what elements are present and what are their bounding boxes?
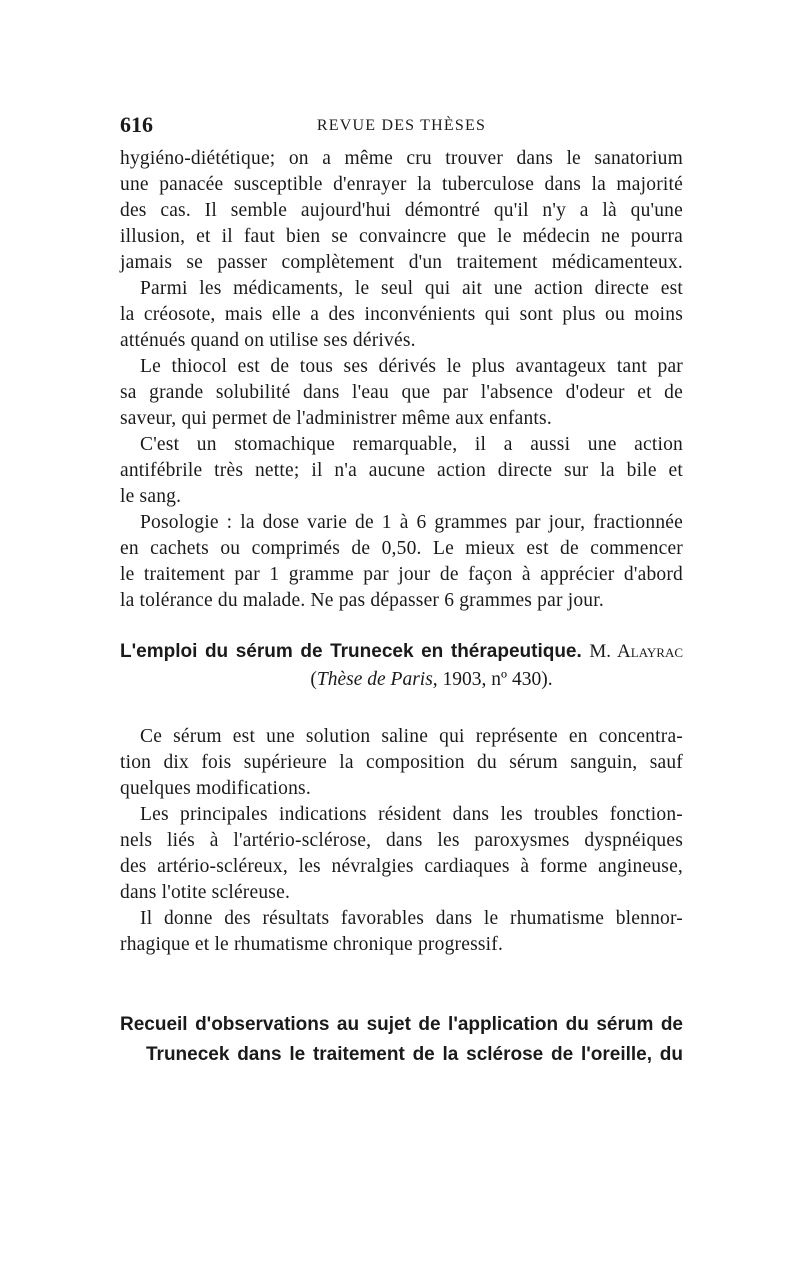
- text-line: rhagique et le rhumatisme chronique progressif.: [120, 934, 504, 955]
- paragraph: [120, 276, 683, 354]
- running-title: REVUE DES THÈSES: [316, 117, 487, 134]
- section-heading-2: [120, 1010, 683, 1070]
- text-line: Posologie : la dose varie de 1 à 6 grammes par jour, fractionnée: [140, 512, 683, 533]
- page-number: 616: [120, 112, 153, 137]
- running-head: [120, 112, 683, 142]
- spacer: [120, 694, 683, 720]
- text-line: jamais se passer complètement d'un traitement médicamenteux.: [120, 252, 683, 273]
- text-line: Le thiocol est de tous ses dérivés le plus avantageux tant par: [140, 356, 683, 377]
- body-text-top: [120, 146, 683, 614]
- paragraph: [120, 510, 683, 614]
- text-line: quelques modifications.: [120, 778, 311, 799]
- text-line: illusion, et il faut bien se convaincre que le médecin ne pourra: [120, 226, 683, 247]
- text-line: saveur, qui permet de l'administrer même aux enfants.: [120, 408, 552, 429]
- text-line: Il donne des résultats favorables dans le rhumatisme blennor-: [140, 908, 683, 929]
- text-line: hygiéno-diététique; on a même cru trouver dans le sanatorium: [120, 148, 683, 169]
- text-line: la tolérance du malade. Ne pas dépasser 6 grammes par jour.: [120, 590, 604, 611]
- paragraph: [120, 354, 683, 432]
- text-line: sa grande solubilité dans l'eau que par l'absence d'odeur et de: [120, 382, 683, 403]
- paragraph: [120, 802, 683, 906]
- text-line: antifébrile très nette; il n'a aucune action directe sur la bile et: [120, 460, 683, 481]
- citation-source: Thèse de Paris,: [316, 669, 438, 690]
- section-author: M. Alayrac: [589, 641, 684, 662]
- paragraph: [120, 432, 683, 510]
- section-title-text: L'emploi du sérum de Trunecek en thérapeutique.: [120, 641, 582, 662]
- paragraph: [120, 724, 683, 802]
- paragraph: [120, 906, 683, 958]
- text-line: le sang.: [120, 486, 182, 507]
- text-line: des cas. Il semble aujourd'hui démontré qu'il n'y a là qu'une: [120, 200, 683, 221]
- text-line: nels liés à l'artério-sclérose, dans les paroxysmes dyspnéiques: [120, 830, 683, 851]
- section-title-line: Trunecek dans le traitement de la sclérose de l'oreille, du: [146, 1044, 683, 1065]
- text-line: atténués quand on utilise ses dérivés.: [120, 330, 416, 351]
- section-title: [120, 638, 683, 666]
- document-page: [120, 112, 683, 1070]
- text-line: le traitement par 1 gramme par jour de façon à apprécier d'abord: [120, 564, 683, 585]
- citation: [120, 666, 683, 694]
- body-text-section1: [120, 724, 683, 958]
- text-line: une panacée susceptible d'enrayer la tuberculose dans la majorité: [120, 174, 683, 195]
- section-title-line: Recueil d'observations au sujet de l'application du sérum de: [120, 1014, 683, 1035]
- section-heading: [120, 638, 683, 694]
- citation-details: 1903, nº 430).: [437, 669, 553, 690]
- text-line: des artério-scléreux, les névralgies cardiaques à forme angineuse,: [120, 856, 683, 877]
- paragraph: [120, 146, 683, 276]
- text-line: Ce sérum est une solution saline qui représente en concentra-: [140, 726, 683, 747]
- spacer: [120, 958, 683, 1010]
- text-line: Parmi les médicaments, le seul qui ait une action directe est: [140, 278, 683, 299]
- text-line: la créosote, mais elle a des inconvénients qui sont plus ou moins: [120, 304, 683, 325]
- citation-open: (: [310, 669, 317, 690]
- text-line: dans l'otite scléreuse.: [120, 882, 291, 903]
- text-line: en cachets ou comprimés de 0,50. Le mieux est de commencer: [120, 538, 683, 559]
- text-line: C'est un stomachique remarquable, il a aussi une action: [140, 434, 683, 455]
- text-line: tion dix fois supérieure la composition du sérum sanguin, sauf: [120, 752, 683, 773]
- text-line: Les principales indications résident dans les troubles fonction-: [140, 804, 683, 825]
